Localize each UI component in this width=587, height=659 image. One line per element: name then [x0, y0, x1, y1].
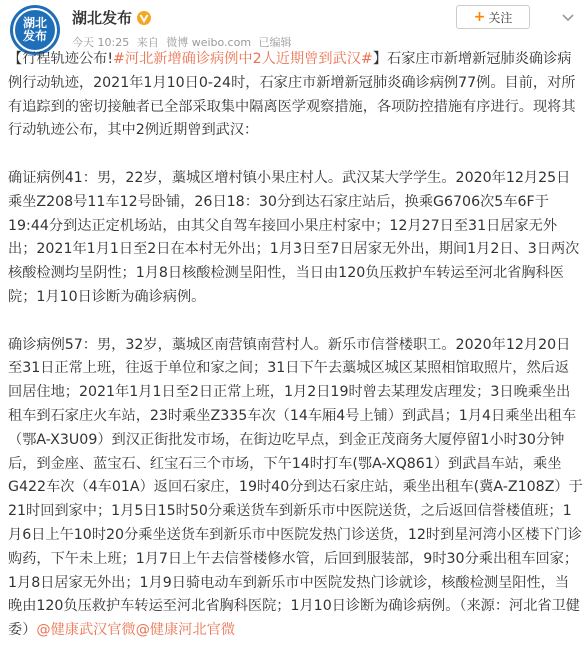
paragraph-spacer — [8, 143, 583, 167]
post-time[interactable]: 今天 10:25 — [72, 36, 130, 49]
follow-label: 关注 — [488, 10, 513, 25]
edited-label: 已编辑 — [258, 36, 292, 49]
topic-link[interactable]: #河北新增确诊病例中2人近期曾到武汉# — [113, 51, 373, 67]
case-57-paragraph — [8, 334, 583, 643]
mention-health-hebei[interactable]: @健康河北官微 — [135, 622, 236, 639]
source-prefix: 来自 — [136, 36, 159, 49]
post-content — [8, 48, 583, 643]
account-name-row — [72, 7, 151, 28]
case-57-text: 确诊病例57：男，32岁，藁城区南营镇南营村人。新乐市信誉楼职工。2020年12月20日至31日正常上班，往返于单位和家之间；31日下午去藁城区城区某照相馆取照片，然后返回居住地；2021年1月1日至2日正常上班，1月2日19时曾去某理发店理发；3日晚乘坐出租车到石家庄火车站，23时乘坐Z335车次（14车厢4号上铺）到武昌；1月4日乘坐出租车（鄂A-X3U09）到汉正街批发市场，在街边吃早点，到金正茂商务大厦停留1小时30分钟后，到金座、蓝宝石、红宝石三个市场，下午14时打车(鄂A-XQ861）到武昌车站，乘坐G422车次（4车01A）返回石家庄，19时40分到达石家庄站，乘坐出租车(冀A-Z108Z）于21时回到家中；1月5日15时50分乘送货车到新乐市中医院送货，之后返回信誉楼值班；1月6日上午10时20分乘坐送货车到新乐市中医院发热门诊送货，12时到星河湾小区楼下门诊购药，下午未上班；1月7日上午去信誉楼修水管，后回到服装部，9时30分乘出租车回家；1月8日居家无外出；1月9日骑电动车到新乐市中医院发热门诊就诊，核酸检测呈阳性，当晚由120负压救护车转运至河北省胸科医院；1月10日诊断为确诊病例。（来源：河北省卫健委） — [8, 336, 583, 639]
plus-icon: + — [473, 9, 486, 25]
mention-health-wuhan[interactable]: @健康武汉官微 — [36, 622, 136, 639]
avatar-text: 湖北发布 — [22, 16, 47, 43]
account-name[interactable]: 湖北发布 — [72, 9, 133, 27]
intro-text: 】石家庄市新增新冠肺炎确诊病例行动轨迹，2021年1月10日0-24时，石家庄市新增新冠肺炎确诊病例77例。目前，对所有追踪到的密切接触者已全部采取集中隔离医学观察措施，各项防控措施有序进行。现将其行动轨迹公布，其中2例近期曾到武汉： — [8, 51, 576, 139]
post-source: 微博 weibo.com — [166, 36, 252, 49]
intro-prefix: 【行程轨迹公布! — [8, 51, 114, 67]
follow-button[interactable] — [456, 5, 530, 29]
paragraph-spacer — [8, 310, 583, 334]
case-41-paragraph: 确证病例41：男，22岁，藁城区增村镇小果庄村人。武汉某大学学生。2020年12月25日乘坐Z208号11车12号卧铺，26日18：30分到达石家庄站后，换乘G6706次5车6F于19:44分到达正定机场站，由其父自驾车接回小果庄村家中；12月27日至31日居家无外出；2021年1月1日至2日在本村无外出；1月3日至7日居家无外出，期间1月2日、3日两次核酸检测均呈阴性；1月8日核酸检测呈阳性，当日由120负压救护车转运至河北省胸科医院；1月10日诊断为确诊病例。 — [8, 169, 580, 305]
chevron-down-icon[interactable] — [560, 9, 576, 25]
verified-badge-icon — [137, 11, 151, 25]
intro-paragraph — [8, 48, 583, 143]
